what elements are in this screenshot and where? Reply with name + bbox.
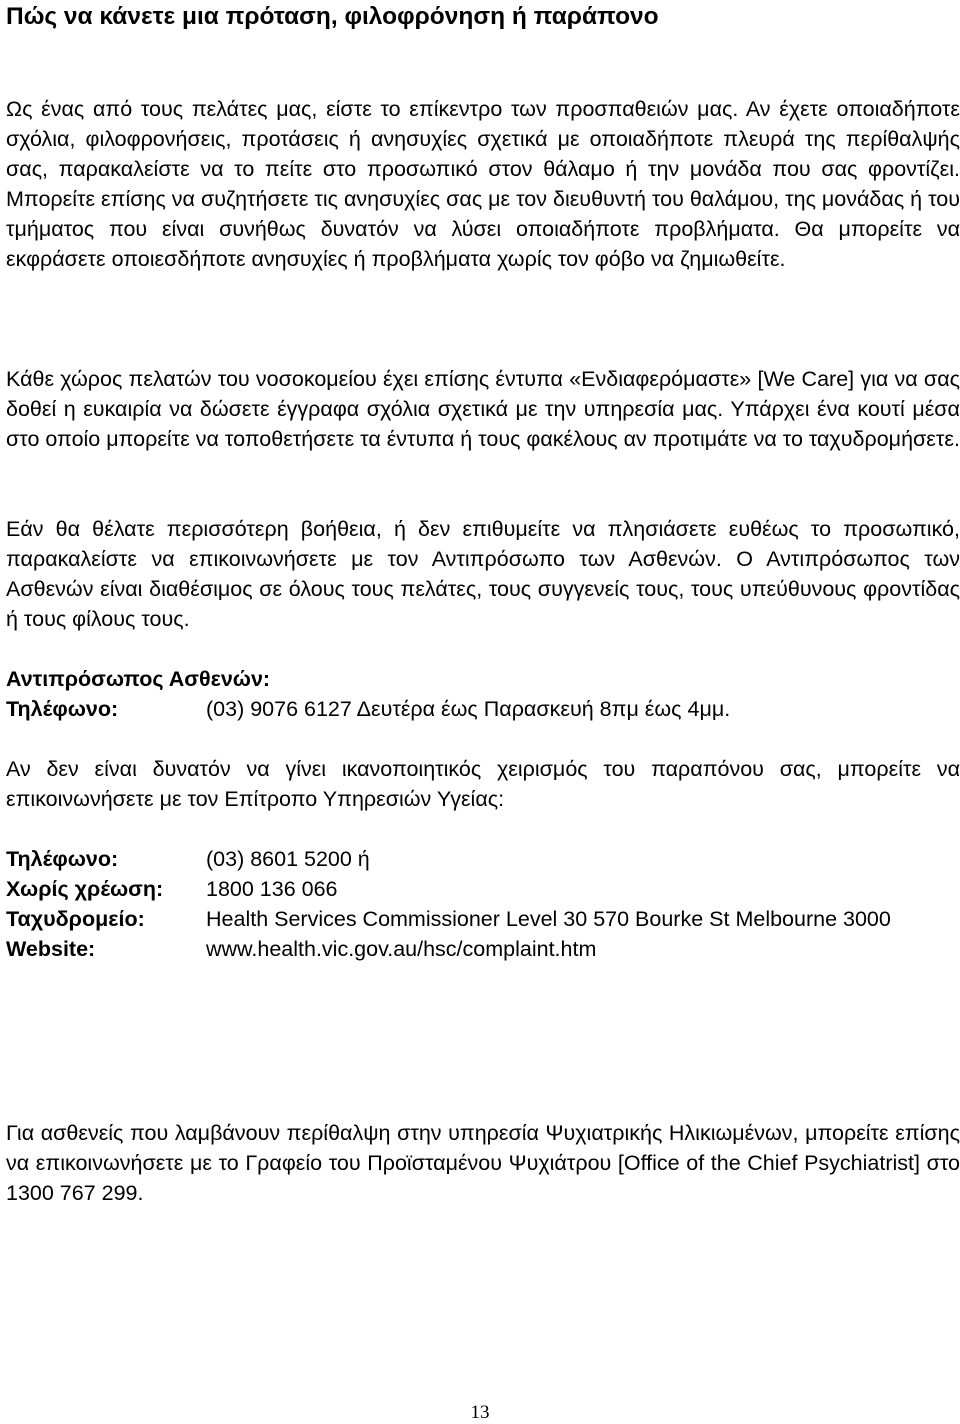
- address-line: 570 Bourke St: [593, 907, 730, 931]
- website-label: Website:: [6, 937, 96, 961]
- phone-value: (03) 8601 5200 ή: [206, 847, 370, 871]
- address-line: Melbourne 3000: [735, 907, 891, 931]
- intro-paragraph: Ως ένας από τους πελάτες μας, είστε το επίκεντρο των προσπαθειών μας. Αν έχετε οποιαδήποτε σχόλια, φιλοφρονήσεις, προτάσεις ή ανησυχίες σχετικά με οποιαδήποτε πλευρά της περίθαλψής σας, παρακαλείστε να το πείτε στο προσωπικό στον θάλαμο ή την μονάδα που σας φροντίζει. Μπορείτε επίσης να συζητήσετε τις ανησυχίες σας με τον διευθυντή του θαλάμου, της μονάδας ή του τμήματος που είναι συνήθως δυνατόν να λύσει οποιαδήποτε προβλήματα. Θα μπορείτε να εκφράσετε οποιεσδήποτε ανησυχίες ή προβλήματα χωρίς τον φόβο να ζημιωθείτε.: [6, 97, 960, 271]
- freecall-label: Χωρίς χρέωση:: [6, 877, 164, 901]
- phone-value: (03) 9076 6127 Δευτέρα έως Παρασκευή 8πμ έως 4μμ.: [206, 697, 731, 721]
- website-value: www.health.vic.gov.au/hsc/complaint.htm: [206, 937, 597, 961]
- page-title: Πώς να κάνετε μια πρόταση, φιλοφρόνηση ή παράπονο: [6, 3, 659, 30]
- patient-representative-paragraph: Εάν θα θέλατε περισσότερη βοήθεια, ή δεν επιθυμείτε να πλησιάσετε ευθέως το προσωπικό, παρακαλείστε να επικοινωνήσετε με τον Αντιπρόσωπο των Ασθενών. Ο Αντιπρόσωπος των Ασθενών είναι διαθέσιμος σε όλους τους πελάτες, τους συγγενείς τους, τους υπεύθυνους φροντίδας ή τους φίλους τους.: [6, 517, 960, 631]
- patient-representative-heading: Αντιπρόσωπος Ασθενών:: [6, 667, 271, 691]
- psychiatry-paragraph: Για ασθενείς που λαμβάνουν περίθαλψη στην υπηρεσία Ψυχιατρικής Ηλικιωμένων, μπορείτε επίσης να επικοινωνήσετε με το Γραφείο του Προϊσταμένου Ψυχιάτρου [Office of the Chief Psychiatrist] στο 1300 767 299.: [6, 1121, 960, 1205]
- mail-label: Ταχυδρομείο:: [6, 907, 145, 931]
- commissioner-paragraph: Αν δεν είναι δυνατόν να γίνει ικανοποιητικός χειρισμός του παραπόνου σας, μπορείτε να επικοινωνήσετε με τον Επίτροπο Υπηρεσιών Υγείας:: [6, 757, 960, 811]
- commissioner-mail-row: [6, 904, 960, 934]
- commissioner-phone-row: [6, 844, 960, 874]
- phone-label: Τηλέφωνο:: [6, 847, 119, 871]
- page-number: 13: [470, 1402, 490, 1423]
- commissioner-freecall-row: [6, 874, 960, 904]
- commissioner-contact: [6, 844, 960, 964]
- freecall-value: 1800 136 066: [206, 877, 338, 901]
- address-line: Level 30: [505, 907, 588, 931]
- we-care-forms-paragraph: Κάθε χώρος πελατών του νοσοκομείου έχει επίσης έντυπα «Ενδιαφερόμαστε» [We Care] για να σας δοθεί η ευκαιρία να δώσετε έγγραφα σχόλια σχετικά με την υπηρεσία μας. Υπάρχει ένα κουτί μέσα στο οποίο μπορείτε να τοποθετήσετε τα έντυπα ή τους φακέλους αν προτιμάτε να το ταχυδρομήσετε.: [6, 367, 960, 451]
- phone-label: Τηλέφωνο:: [6, 697, 119, 721]
- patient-representative-phone-row: [6, 694, 960, 724]
- patient-representative-contact: [6, 664, 960, 724]
- mail-address: [206, 904, 891, 934]
- address-line: Health Services Commissioner: [206, 907, 500, 931]
- commissioner-website-row: [6, 934, 960, 964]
